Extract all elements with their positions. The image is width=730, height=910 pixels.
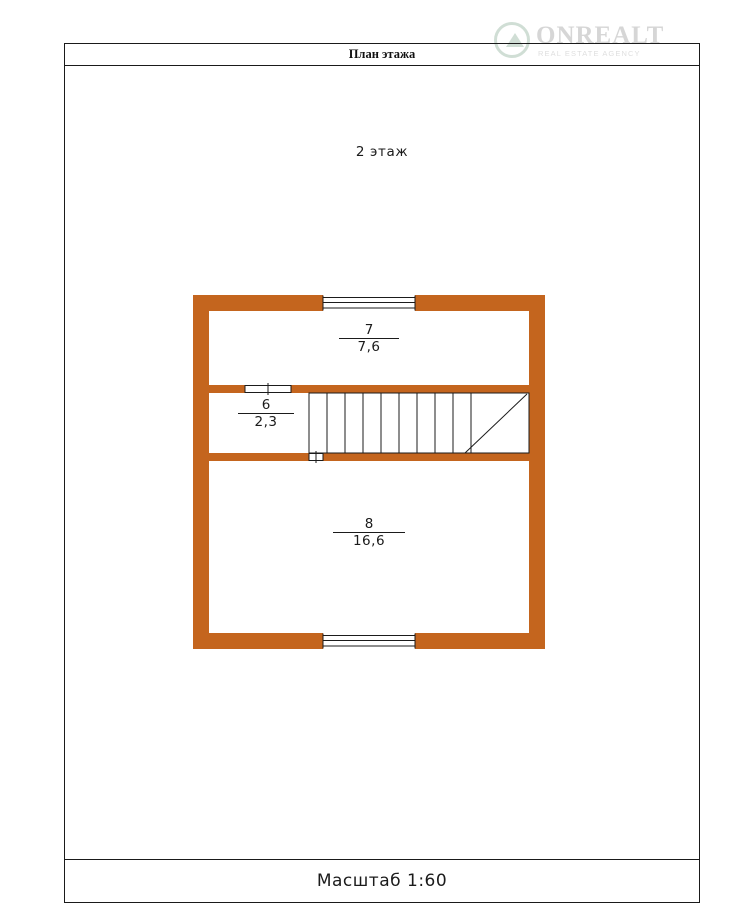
floor-plan-drawing: [193, 295, 545, 649]
window-bottom: [323, 634, 415, 649]
door-opening-left: [245, 383, 291, 395]
room-label-7: 7 7,6: [339, 323, 399, 354]
floor-label: 2 этаж: [355, 144, 409, 160]
drawing-sheet: [64, 43, 700, 903]
sheet-title-bar: [65, 44, 699, 66]
room-label-8: 8 16,6: [333, 517, 405, 548]
scale-label: Масштаб 1:60: [316, 871, 448, 891]
page-title: План этажа: [348, 47, 416, 61]
watermark-tagline: REAL ESTATE AGENCY: [538, 49, 641, 58]
sheet-footer-bar: [65, 859, 699, 902]
room-label-6: 6 2,3: [238, 398, 294, 429]
window-top: [323, 296, 415, 311]
watermark-brand: ONREALT: [536, 22, 665, 49]
staircase: [309, 393, 529, 453]
